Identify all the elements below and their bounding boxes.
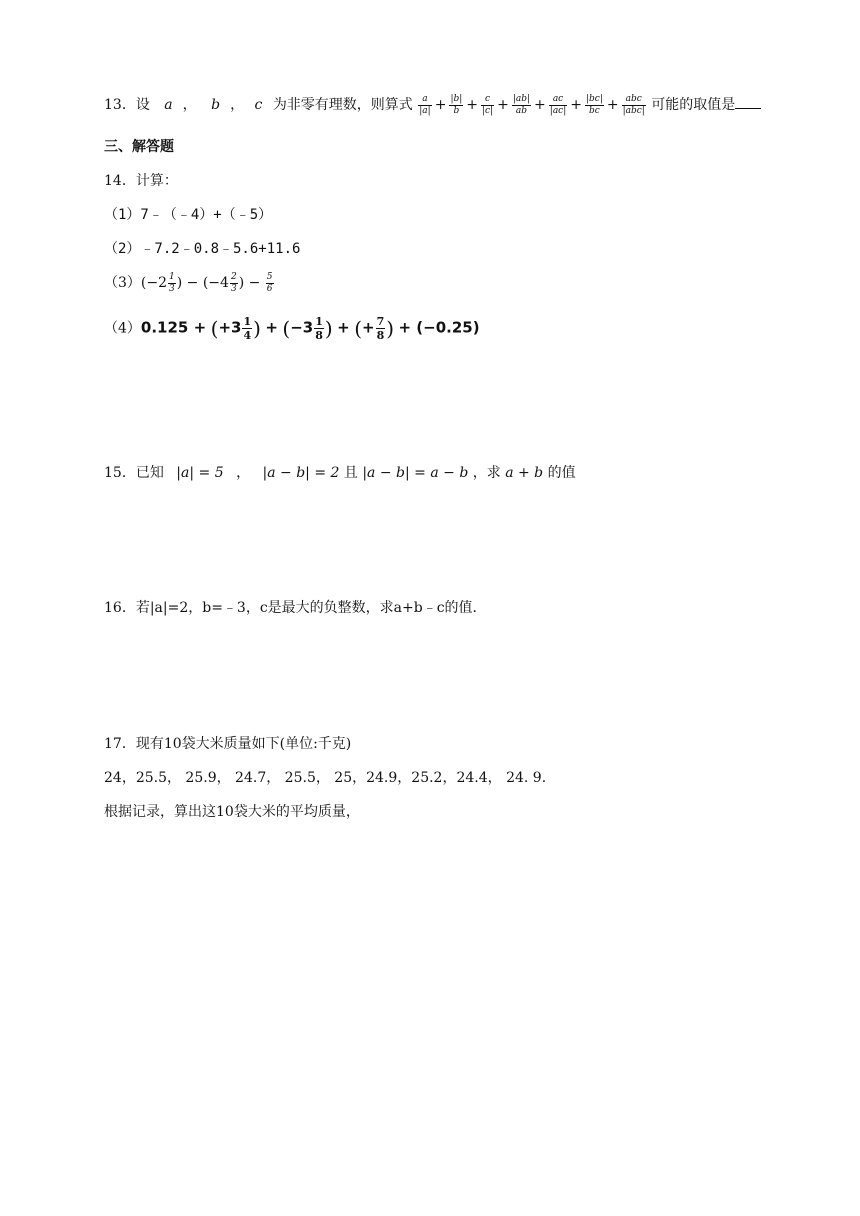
p4-plus-1: + xyxy=(265,318,278,337)
p4-label: （4） xyxy=(104,320,141,337)
q14-part-3 xyxy=(104,272,275,294)
q13-number: 13．设 xyxy=(104,97,150,113)
p3-frac-1: $\frac{1}{3}$ xyxy=(169,271,175,294)
q15-expr-2: |a − b| = 2 xyxy=(262,465,340,481)
p4-term-6: + xyxy=(362,318,375,337)
question-13: 13．设 a ， b ， c 为非零有理数，则算式 $\frac{a}{|a|}$ + $\frac{|b|}{b}$ + $\frac{c}{|c|}$ + $\frac{|ab|}{ab}$ + $\frac{ac}{|ac|}$ + $\frac{|bc|}{bc}$ + $\frac{\text{abc}}{\text{|abc|}}$ 可能的取值是 xyxy=(104,94,761,116)
p3-mid2: ) − xyxy=(238,275,261,291)
plus-sign: + xyxy=(570,97,582,113)
q13-fraction: $\frac{\text{abc}}{\text{|abc|}}$ xyxy=(622,93,645,116)
plus-sign: + xyxy=(534,97,546,113)
q17-title: 17．现有10袋大米质量如下(单位:千克) xyxy=(104,736,352,752)
q15-ask: ，求 xyxy=(472,465,501,481)
p4-term-2: +3 xyxy=(218,318,242,337)
plus-sign: + xyxy=(466,97,478,113)
q15-expr-1: |a| = 5 xyxy=(176,465,224,481)
p4-frac-2: $\frac{1}{8}$ xyxy=(315,315,323,342)
p4-term-1: 0.125 + xyxy=(140,318,207,337)
q15-expr-3: |a − b| = a − b xyxy=(362,465,469,481)
q13-fraction: $\frac{|ab|}{ab}$ xyxy=(512,93,531,116)
q13-fraction: $\frac{|b|}{b}$ xyxy=(450,93,463,116)
q13-tail: 可能的取值是 xyxy=(651,97,736,113)
q13-fraction: $\frac{c}{|c|}$ xyxy=(482,93,494,116)
q14-title: 14．计算： xyxy=(104,173,178,189)
p3-mid: ) − (−4 xyxy=(176,275,229,291)
q13-var-c: c xyxy=(254,97,263,113)
q13-mid-text: 为非零有理数，则算式 xyxy=(272,97,413,113)
q17-ask: 根据记录，算出这10袋大米的平均质量， xyxy=(104,804,360,820)
q15-expr-4: a + b xyxy=(505,465,544,481)
p3-frac-3: $\frac{5}{6}$ xyxy=(266,271,273,294)
q14-part-1: （1）7﹣（﹣4）+（﹣5） xyxy=(104,207,273,223)
q14-part-4: （4）0.125 + (+3 $\frac{1}{4}$ ) + (−3 $\frac{1}{8}$ ) + (+ $\frac{7}{8}$ ) + (−0.25) xyxy=(104,315,480,342)
section-heading: 三、解答题 xyxy=(104,139,174,155)
question-15: 15．已知 |a| = 5 ， |a − b| = 2 且 |a − b| = a − b ，求 a + b 的值 xyxy=(104,465,576,481)
q15-number: 15．已知 xyxy=(104,465,164,481)
q13-fraction: $\frac{|bc|}{bc}$ xyxy=(586,93,603,116)
plus-sign: + xyxy=(606,97,619,113)
plus-sign: + xyxy=(497,97,509,113)
p4-plus-2: + xyxy=(337,318,350,337)
plus-sign: + xyxy=(434,97,447,113)
q17-data: 24，25.5， 25.9， 24.7， 25.5， 25，24.9，25.2，24.4， 24. 9. xyxy=(104,770,547,786)
q15-and: 且 xyxy=(343,465,358,481)
q13-fraction: $\frac{ac}{|ac|}$ xyxy=(549,93,567,116)
question-16: 16．若|a|=2，b=﹣3，c是最大的负整数，求a+b﹣c的值． xyxy=(104,600,487,616)
q15-tail: 的值 xyxy=(547,465,576,481)
answer-blank xyxy=(735,96,761,109)
q13-var-a: a xyxy=(164,97,173,113)
p4-frac-3: $\frac{7}{8}$ xyxy=(376,315,385,342)
p4-frac-1: $\frac{1}{4}$ xyxy=(243,315,252,342)
p4-term-7: + (−0.25) xyxy=(398,318,480,337)
q13-var-b: b xyxy=(211,97,221,113)
p4-term-4: −3 xyxy=(290,318,314,337)
q13-expression xyxy=(417,93,647,116)
p3-pre: （3）(−2 xyxy=(104,275,168,291)
p3-frac-2: $\frac{2}{3}$ xyxy=(230,271,237,294)
q13-fraction: $\frac{a}{|a|}$ xyxy=(419,93,431,116)
q14-part-2: （2）﹣7.2﹣0.8﹣5.6+11.6 xyxy=(104,241,301,257)
